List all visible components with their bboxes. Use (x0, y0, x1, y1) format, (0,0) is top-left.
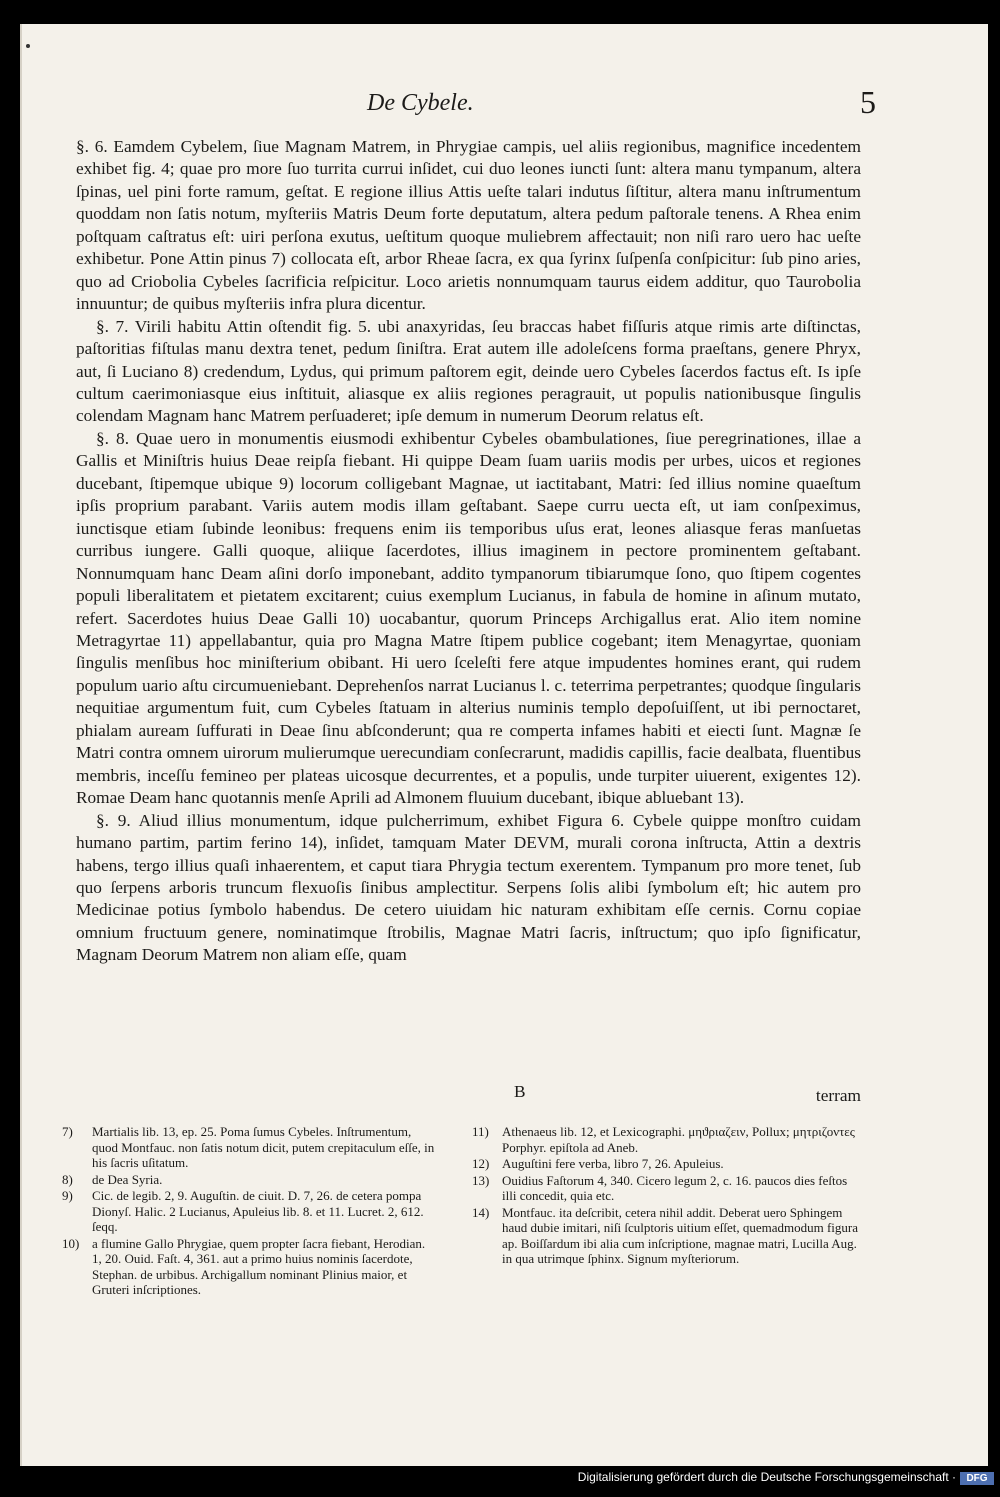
footnote-text: Ouidius Faſtorum 4, 340. Cicero legum 2, c. 16. paucos dies feſtos illi concedit, quia etc. (502, 1172, 848, 1203)
footnote-text: Athenaeus lib. 12, et Lexicographi. μηϑριαζειν, Pollux; μητριζοντες Porphyr. epiſtola ad Aneb. (502, 1124, 855, 1155)
page-number: 5 (860, 84, 876, 120)
footnote (62, 1172, 437, 1188)
footnote-text: Martialis lib. 13, ep. 25. Poma ſumus Cybeles. Inſtrumentum, quod Montfauc. non ſatis notum dicit, putem crepitaculum eſſe, in his ſacris uſitatum. (92, 1124, 435, 1170)
body-text (76, 136, 861, 967)
signature-mark: B (514, 1082, 526, 1101)
funding-banner (0, 1466, 1000, 1497)
footnote (62, 1236, 437, 1298)
footnote (472, 1156, 862, 1172)
footnotes-right-column (472, 1124, 862, 1268)
paragraph-8: §. 8. Quae uero in monumentis eiusmodi exhibentur Cybeles obambulationes, ſiue peregrinationes, illae a Gallis et Miniſtris huius Deae reipſa fiebant. Hi quippe Deam ſuam uariis modis per urbes, uicos et regiones ducebant, ſtipemque ubique 9) locorum colligebant Magnae, ut iactitabant, Matri: ſed illius nomine quaeſtum ipſis proprium parabant. Variis autem modis illam geſtabant. Saepe curru uecta eſt, ut iam conſpeximus, iunctisque etiam ſubinde leonibus: frequens enim iis temporibus uſus erat, leones aliasque feras manſuetas curribus iungere. Galli quoque, aliique ſacerdotes, illius imaginem in pectore prominentem geſtabant. Nonnumquam hanc Deam aſini dorſo imponebant, addito tympanorum tibiarumque ſono, quo ſtipem cogentes populi liberalitatem et pietatem excitarent; cuius exemplum Lucianus, in fabula de homine in aſinum mutato, refert. Sacerdotes huius Deae Galli 10) uocabantur, quorum Princeps Archigallus erat. Alio item nomine Metragyrtae 11) appellabantur, quia pro Magna Matre ſtipem publice cogebant; item Menagyrtae, quoniam ſingulis menſibus hoc miniſterium obibant. Hi uero ſceleſti fere atque impudentes homines erant, qui rudem populum uario aſtu circumueniebant. Deprehenſos narrat Lucianus l. c. teterrima perpetrantes; quodque ſingularis nequitiae argumentum fuit, cum Cybeles ſtatuam in alterius numinis templo depoſuiſſent, ut ibi pernoctaret, phialam auream ſuffurati in Deae ſinu abſconderunt; qua re comperta infames habiti et eiecti ſunt. Magnæ ſe Matri contra omnem uirorum mulierumque uerecundiam conſecrarunt, madidis capillis, facie dealbata, fluentibus membris, inceſſu femineo per plateas uicosque decurrentes, et a populis, unde turpiter uiuerent, exigentes 12). Romae Deam hanc quotannis menſe Aprili ad Almonem fluuium ducebant, ibique abluebant 13). (76, 428, 861, 808)
footnote-text: a flumine Gallo Phrygiae, quem propter ſacra fiebant, Herodian. 1, 20. Ouid. Faſt. 4, 361. aut a primo huius nominis ſacerdote, Stephan. de urbibus. Archigallum nominant Plinius maior, et Gruteri inſcriptiones. (92, 1235, 426, 1297)
footnote-number: 9) (62, 1188, 73, 1203)
footnotes-left-column (62, 1124, 437, 1299)
paragraph-7: §. 7. Virili habitu Attin oſtendit fig. 5. ubi anaxyridas, ſeu braccas habet fiſſuris atque rimis arte diſtinctas, paſtoritias fiſtulas manu dextra tenet, pedum ſiniſtra. Erat autem ille adoleſcens forma praeſtans, genere Phryx, aut, ſi Luciano 8) credendum, Lydus, qui primum paſtorem egit, deinde uero Cybeles ſacerdos factus eſt. Is ipſe cultum caerimoniasque eius inſtituit, aliasque ex aliis regiones peragrauit, ut populis nationibusque ſingulis colendam Magnam hanc Matrem perſuaderet; ipſe demum in numerum Deorum relatus eſt. (76, 316, 861, 426)
footnote (62, 1188, 437, 1235)
footnote-number: 10) (62, 1235, 80, 1251)
signature-line (76, 1082, 861, 1104)
footnote-text: Montfauc. ita deſcribit, cetera nihil addit. Deberat uero Sphingem haud dubie imitari, niſi ſculptoris uitium eſſet, quemadmodum figura ap. Boiſſardum ibi alia cum inſcriptione, magnae matri, Lucilla Aug. in qua utrimque ſphinx. Signum myſteriorum. (502, 1204, 858, 1266)
dfg-logo: DFG (960, 1472, 994, 1485)
footnote-number: 13) (472, 1172, 490, 1188)
footnote-text: de Dea Syria. (92, 1171, 163, 1187)
footnote-text: Auguſtini fere verba, libro 7, 26. Apuleius. (502, 1156, 724, 1171)
catchword: terram (815, 1086, 861, 1105)
funding-notice: Digitalisierung gefördert durch die Deutsche Forschungsgemeinschaft · (577, 1470, 956, 1484)
page-title: De Cybele. (367, 90, 474, 116)
paragraph-6: §. 6. Eamdem Cybelem, ſiue Magnam Matrem, in Phrygiae campis, uel aliis regionibus, magnifice incedentem exhibet fig. 4; quae pro more ſuo turrita currui inſidet, cui duo leones iuncti ſunt: altera manu tympanum, altera ſpinas, uel pini forte ramum, geſtat. E regione illius Attis ueſte talari indutus ſiſtitur, altera manu inſtrumentum quoddam non ſatis notum, myſteriis Matris Deum forte deputatum, altera pedum paſtorale tenens. A Rhea enim poſtquam caſtratus eſt: uiri perſona exutus, ueſtitum quoque muliebrem affectauit; non niſi raro uero hac ueſte exhibetur. Pone Attin pinus 7) collocata eſt, arbor Rheae ſacra, ex qua ſyrinx ſuſpenſa conſpicitur: ſub pino aries, quo ad Criobolia Cybeles ſacrificia reſpicitur. Loco arietis nonnumquam taurus eidem additur, quo Taurobolia innuuntur; de quibus myſteriis infra plura dicentur. (76, 137, 861, 314)
footnote-number: 7) (62, 1124, 73, 1139)
footnote-number: 14) (472, 1204, 490, 1220)
footnote (472, 1124, 862, 1155)
footnote-text: Cic. de legib. 2, 9. Auguſtin. de ciuit. D. 7, 26. de cetera pompa Dionyſ. Halic. 2 Lucianus, Apuleius lib. 8. et 11. Lucret. 2, 612. ſeqq. (92, 1188, 424, 1234)
footnote-number: 8) (62, 1171, 73, 1187)
footnote (62, 1124, 437, 1171)
running-header (22, 84, 988, 130)
footnote (472, 1173, 862, 1204)
scanned-page (20, 24, 988, 1466)
footnote (472, 1205, 862, 1267)
ink-speck (26, 44, 30, 48)
footnote-number: 12) (472, 1156, 490, 1171)
paragraph-9: §. 9. Aliud illius monumentum, idque pulcherrimum, exhibet Figura 6. Cybele quippe monſtro cuidam humano partim, partim ferino 14), inſidet, tamquam Mater DEVM, murali corona inſtructa, Attin a dextris habens, tergo illius quaſi inhaerentem, et caput tiara Phrygia tectum exerentem. Tympanum pro more tenet, ſub quo ſerpens arboris truncum flexuoſis ſinibus amplectitur. Serpens ſolis alibi ſymbolum eſt; hic autem pro Medicinae potius ſymbolo habendus. De cetero uiuidam hic naturam exhibitam eſſe cernis. Cornu copiae omnium fructuum genere, nominatimque ſtrobilis, Magnae Matri ſacris, inſtructum; quo ipſo ſignificatur, Magnam Deorum Matrem non aliam eſſe, quam (76, 810, 861, 965)
footnote-number: 11) (472, 1124, 489, 1139)
